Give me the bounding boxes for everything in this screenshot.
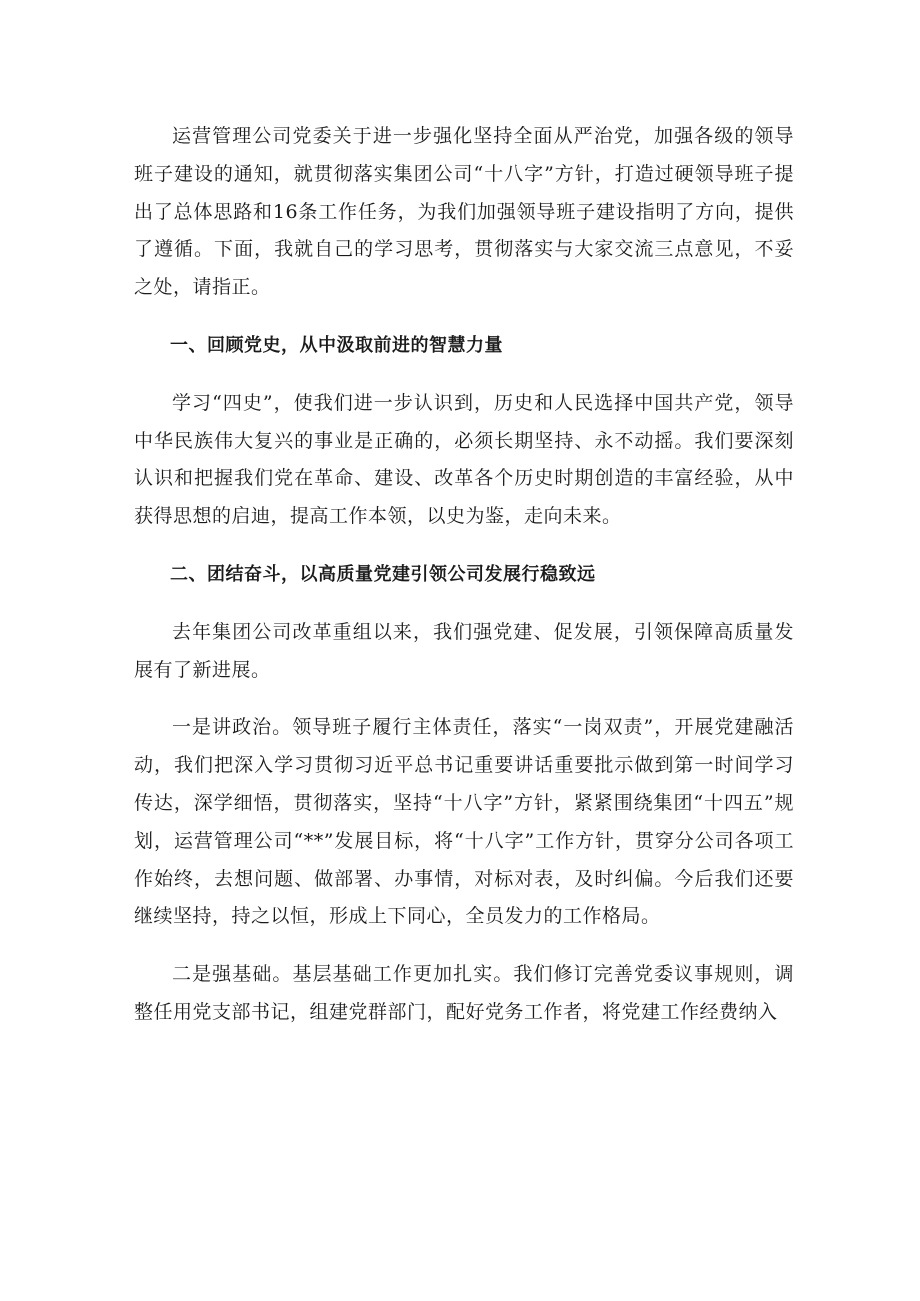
spacer: [134, 365, 794, 385]
section-2-heading: 二、团结奋斗，以高质量党建引领公司发展行稳致远: [170, 563, 596, 585]
section-1-heading: 一、回顾党史，从中汲取前进的智慧力量: [170, 334, 503, 356]
document-page: [134, 118, 794, 1032]
section-1-paragraph: 学习“四史”，使我们进一步认识到，历史和人民选择中国共产党，领导中华民族伟大复兴的事业是正确的，必须长期坚持、永不动摇。我们要深刻认识和把握我们党在革命、建设、改革各个历史时期创造的丰富经验，从中获得思想的启迪，提高工作本领，以史为鉴，走向未来。: [134, 391, 794, 528]
section-2-paragraph-1: 去年集团公司改革重组以来，我们强党建、促发展，引领保障高质量发展有了新进展。: [134, 620, 794, 681]
spacer: [134, 689, 794, 709]
intro-paragraph: 运营管理公司党委关于进一步强化坚持全面从严治党，加强各级的领导班子建设的通知，就贯彻落实集团公司“十八字”方针，打造过硬领导班子提出了总体思路和16条工作任务，为我们加强领导班子建设指明了方向，提供了遵循。下面，我就自己的学习思考，贯彻落实与大家交流三点意见，不妥之处，请指正。: [134, 125, 794, 299]
section-2-paragraph-3: 二是强基础。基层基础工作更加扎实。我们修订完善党委议事规则，调整任用党支部书记，组建党群部门，配好党务工作者，将党建工作经费纳入: [134, 963, 794, 1023]
spacer: [134, 936, 794, 956]
spacer: [134, 536, 794, 556]
spacer: [134, 307, 794, 327]
section-2-paragraph-2: 一是讲政治。领导班子履行主体责任，落实“一岗双责”，开展党建融活动，我们把深入学习贯彻习近平总书记重要讲话重要批示做到第一时间学习传达，深学细悟，贯彻落实，坚持“十八字”方针，紧紧围绕集团“十四五”规划，运营管理公司“**”发展目标，将“十八字”工作方针，贯穿分公司各项工作始终，去想问题、做部署、办事情，对标对表，及时纠偏。今后我们还要继续坚持，持之以恒，形成上下同心，全员发力的工作格局。: [134, 716, 794, 928]
spacer: [134, 594, 794, 614]
